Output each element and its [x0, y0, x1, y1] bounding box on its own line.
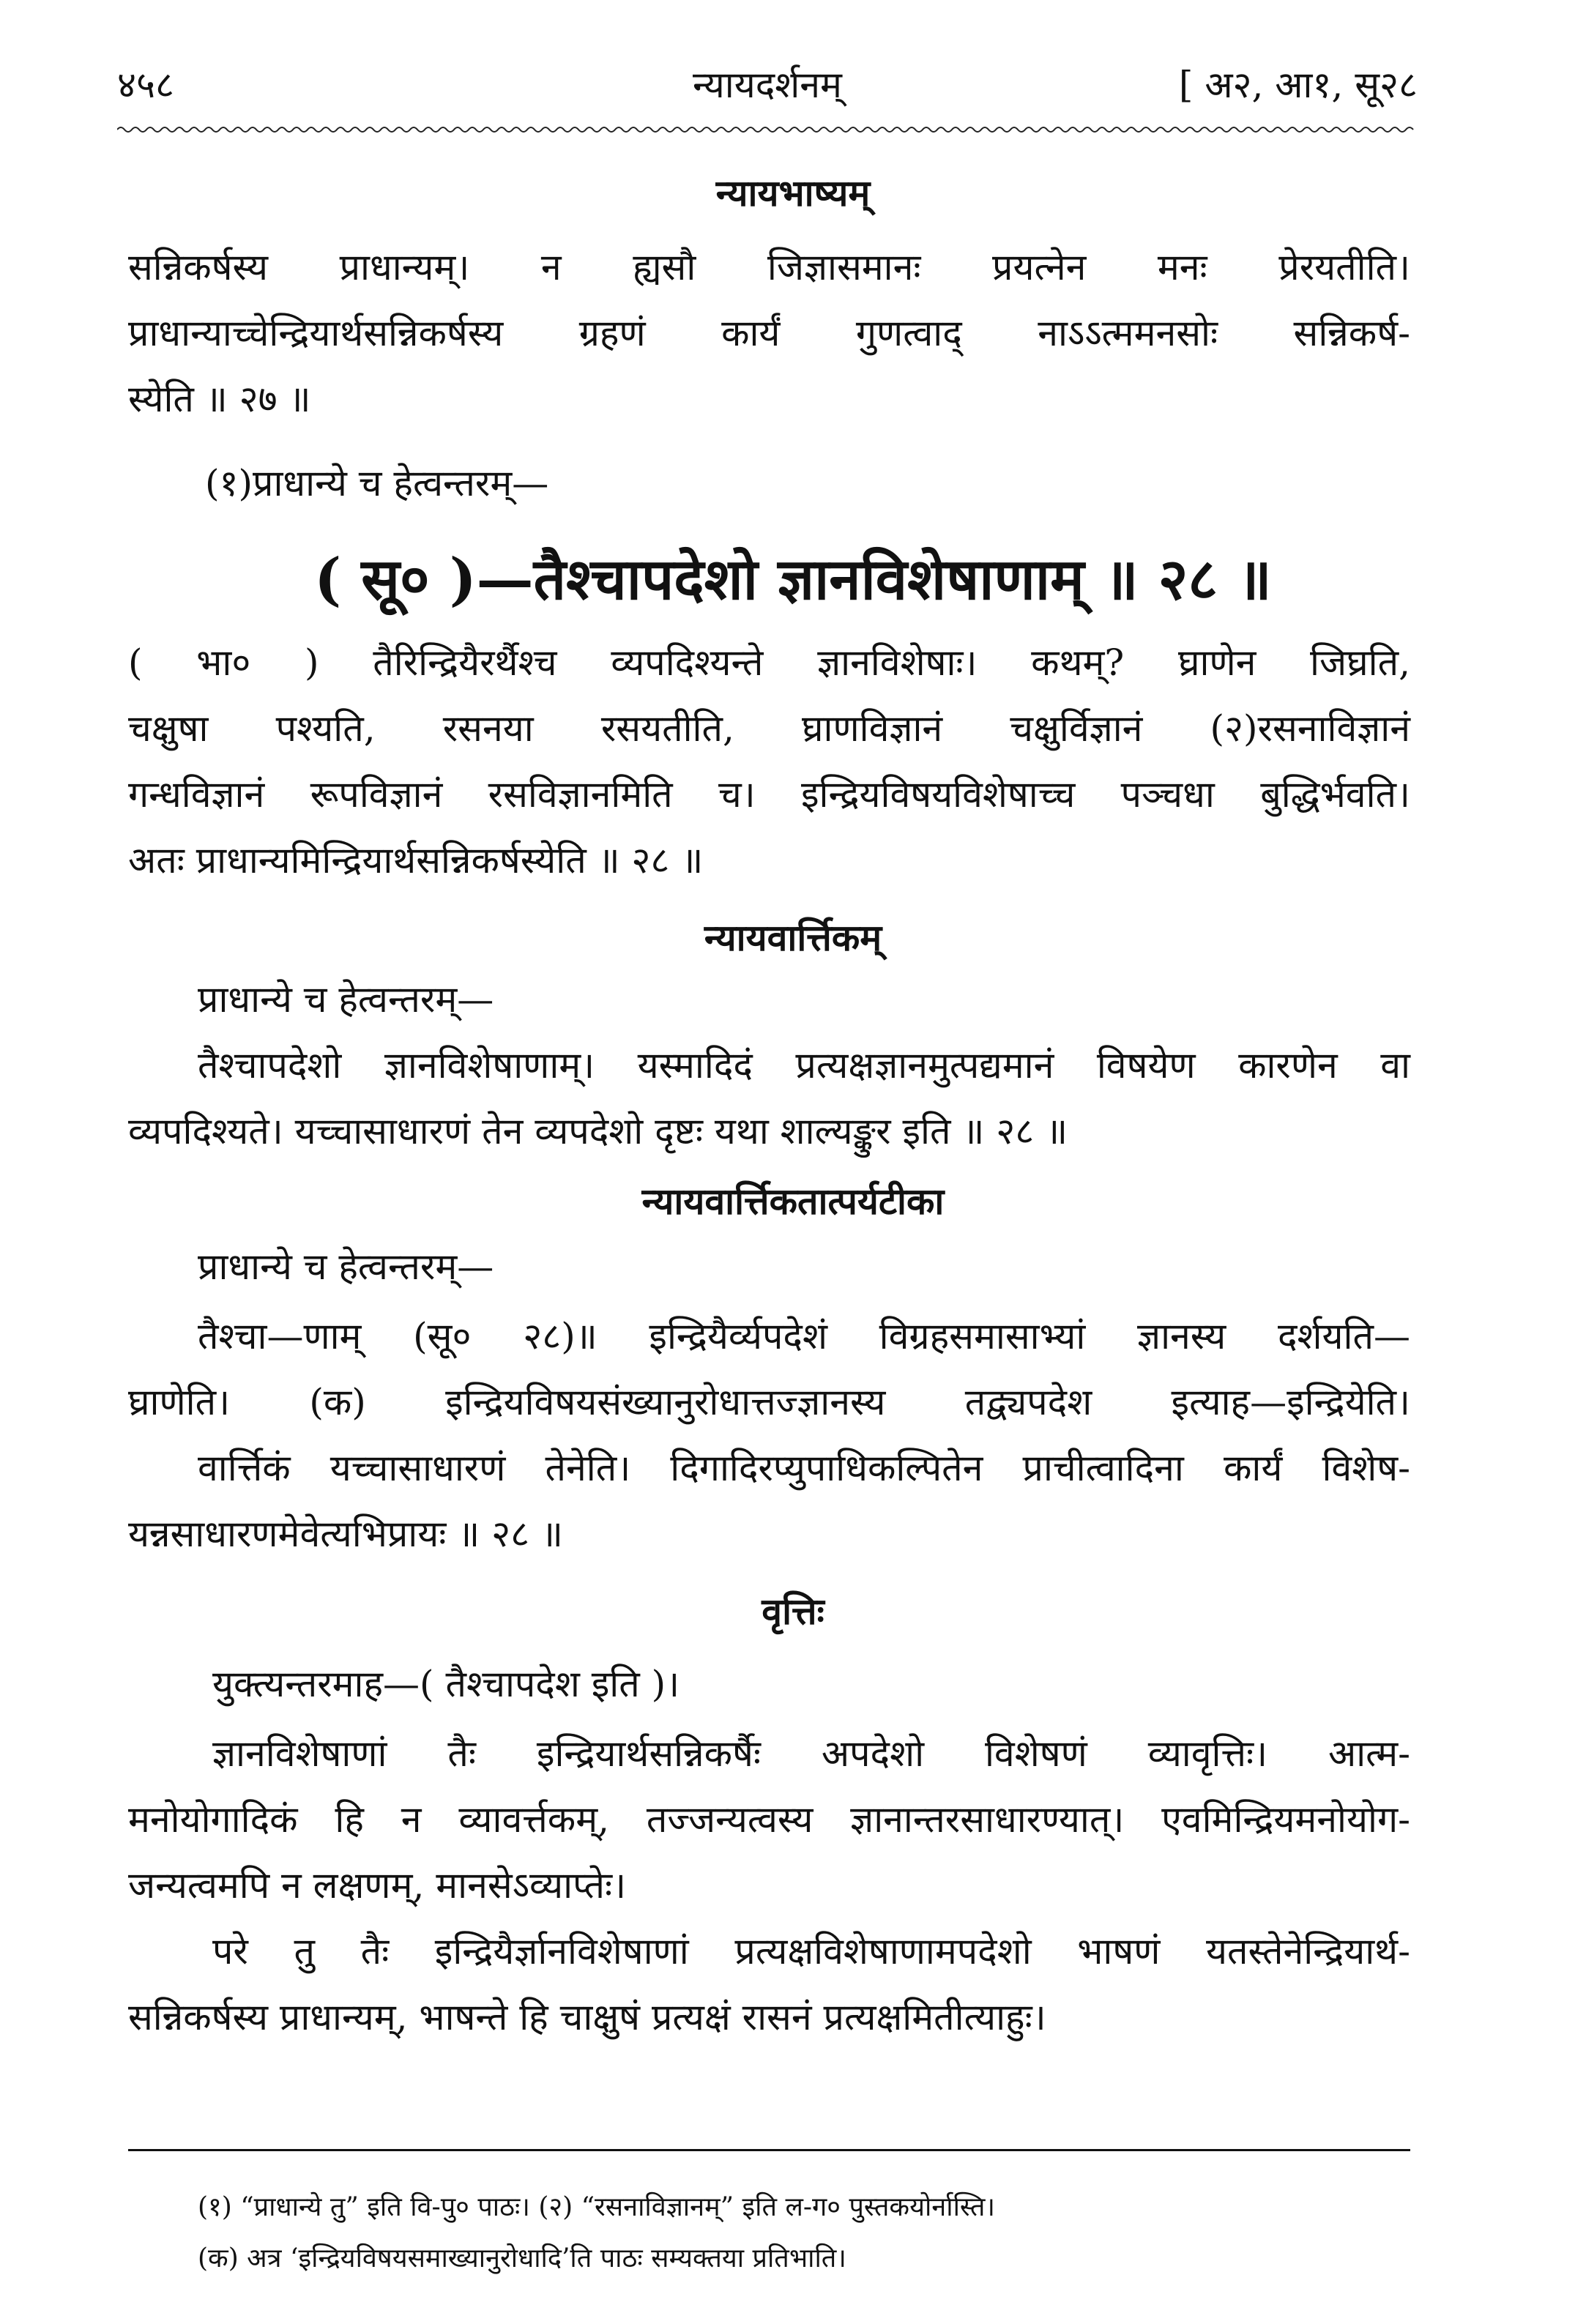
section-heading-varttika: न्यायवार्त्तिकम् [704, 916, 882, 959]
running-title: न्यायदर्शनम् [693, 64, 842, 106]
footnote: (क) अत्र ‘इन्द्रियविषयसमाख्यानुरोधादि’ति पाठः सम्यक्तया प्रतिभाति। [198, 2243, 846, 2273]
page-number: ४५८ [117, 64, 174, 106]
text-line: चक्षुषा पश्यति, रसनया रसयतीति, घ्राणविज्ञानं चक्षुर्विज्ञानं (२)रसनाविज्ञानं [128, 707, 1410, 750]
sutra-text: ( सू० )—तैश्चापदेशो ज्ञानविशेषाणाम् ॥ २८ ॥ [314, 546, 1272, 613]
text-line: अतः प्राधान्यमिन्द्रियार्थसन्निकर्षस्येति ॥ २८ ॥ [128, 839, 704, 882]
footnote: (१) “प्राधान्ये तु” इति वि-पु० पाठः। (२) “रसनाविज्ञानम्” इति ल-ग० पुस्तकयोर्नास्ति। [198, 2192, 996, 2222]
text-line: सन्निकर्षस्य प्राधान्यम्, भाषन्ते हि चाक्षुषं प्रत्यक्षं रासनं प्रत्यक्षमितीत्याहुः। [128, 1996, 1046, 2038]
footnote-rule [128, 2149, 1410, 2151]
text-line: यन्नसाधारणमेवेत्यभिप्रायः ॥ २८ ॥ [128, 1513, 563, 1555]
text-line: तैश्चापदेशो ज्ञानविशेषाणाम्। यस्मादिदं प्रत्यक्षज्ञानमुत्पद्यमानं विषयेण कारणेन वा [198, 1044, 1410, 1087]
section-heading-vritti: वृत्तिः [762, 1590, 824, 1633]
text-line: युक्त्यन्तरमाह—( तैश्चापदेश इति )। [212, 1663, 680, 1705]
text-line: ज्ञानविशेषाणां तैः इन्द्रियार्थसन्निकर्षैः अपदेशो विशेषणं व्यावृत्तिः। आत्म- [212, 1732, 1410, 1775]
text-line: जन्यत्वमपि न लक्षणम्, मानसेऽव्याप्तेः। [128, 1864, 627, 1907]
varttika-intro: प्राधान्ये च हेत्वन्तरम्— [198, 978, 494, 1021]
text-line: प्राधान्याच्चेन्द्रियार्थसन्निकर्षस्य ग्रहणं कार्यं गुणत्वाद् नाऽऽत्ममनसोः सन्निकर्ष- [128, 312, 1410, 354]
section-heading-bhashya: न्यायभाष्यम् [715, 171, 871, 215]
text-line: ( भा० ) तैरिन्द्रियैरर्थैश्च व्यपदिश्यन्ते ज्ञानविशेषाः। कथम्? घ्राणेन जिघ्रति, [128, 641, 1410, 684]
section-reference: [ अ२, आ१, सू२८ [1178, 64, 1418, 106]
text-line: गन्धविज्ञानं रूपविज्ञानं रसविज्ञानमिति च। इन्द्रियविषयविशेषाच्च पञ्चधा बुद्धिर्भवति। [128, 773, 1410, 816]
running-header [117, 51, 1418, 117]
text-line: व्यपदिश्यते। यच्चासाधारणं तेन व्यपदेशो दृष्टः यथा शाल्यङ्कुर इति ॥ २८ ॥ [128, 1110, 1068, 1152]
text-line: तैश्चा—णाम् (सू० २८)॥ इन्द्रियैर्व्यपदेशं विग्रहसमासाभ्यां ज्ञानस्य दर्शयति— [198, 1315, 1410, 1357]
tika-intro: प्राधान्ये च हेत्वन्तरम्— [198, 1245, 494, 1288]
sutra-intro: (१)प्राधान्ये च हेत्वन्तरम्— [205, 462, 549, 504]
text-line: मनोयोगादिकं हि न व्यावर्त्तकम्, तज्जन्यत्वस्य ज्ञानान्तरसाधारण्यात्। एवमिन्द्रियमनोयोग- [128, 1798, 1410, 1841]
text-line: स्येति ॥ २७ ॥ [128, 378, 311, 420]
text-line: घ्राणेति। (क) इन्द्रियविषयसंख्यानुरोधात्तज्ज्ञानस्य तद्व्यपदेश इत्याह—इन्द्रियेति। [128, 1381, 1410, 1423]
text-line: वार्त्तिकं यच्चासाधारणं तेनेति। दिगादिरप्युपाधिकल्पितेन प्राचीत्वादिना कार्यं विशेष- [198, 1447, 1410, 1489]
text-line: सन्निकर्षस्य प्राधान्यम्। न ह्यसौ जिज्ञासमानः प्रयत्नेन मनः प्रेरयतीति। [128, 246, 1410, 288]
text-line: परे तु तैः इन्द्रियैर्ज्ञानविशेषाणां प्रत्यक्षविशेषाणामपदेशो भाषणं यतस्तेनेन्द्रियार्थ- [212, 1930, 1410, 1973]
section-heading-tika: न्यायवार्त्तिकतात्पर्यटीका [641, 1180, 945, 1223]
header-wavy-rule [117, 124, 1418, 135]
